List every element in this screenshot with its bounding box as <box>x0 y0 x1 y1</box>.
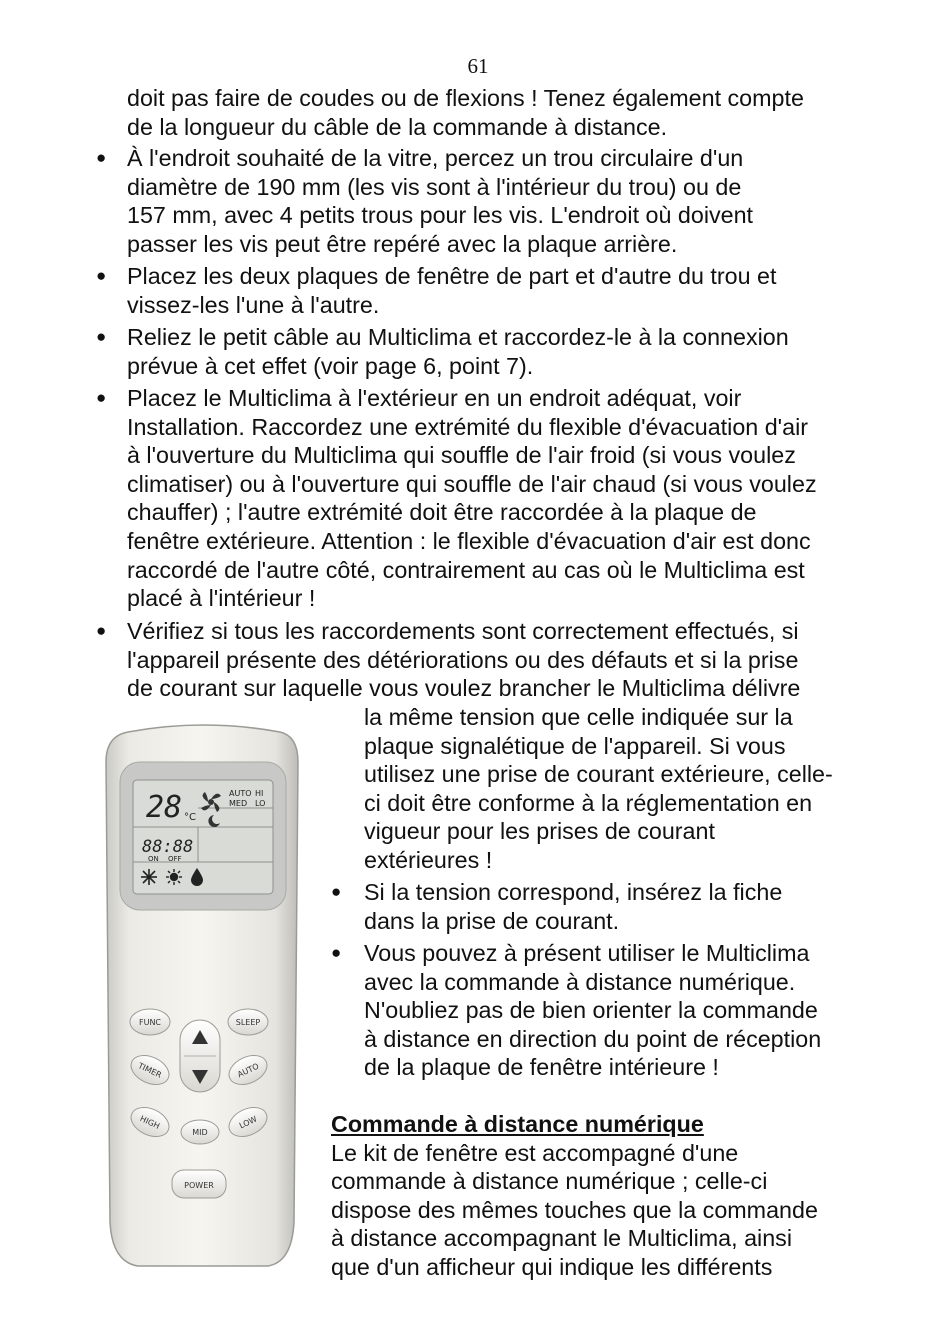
lcd-mode-hi: HI <box>255 789 264 798</box>
lcd-temperature: 28 <box>146 790 183 825</box>
text-line: extérieures ! <box>364 846 493 873</box>
text-line: ci doit être conforme à la réglementation en <box>364 789 813 816</box>
lcd-mode-lo: LO <box>255 799 266 808</box>
lcd-timer-off: OFF <box>168 855 182 863</box>
text-line: N'oubliez pas de bien orienter la commande <box>364 997 818 1024</box>
bullet-icon: ● <box>331 943 342 962</box>
text-line: 157 mm, avec 4 petits trous pour les vis. L'endroit où doivent <box>127 202 754 229</box>
bullet-icon: ● <box>96 266 107 285</box>
list-item <box>127 323 789 380</box>
sun-icon <box>166 869 182 885</box>
text-line: vissez-les l'une à l'autre. <box>127 291 380 318</box>
text-line: À l'endroit souhaité de la vitre, percez un trou circulaire d'un <box>127 145 744 171</box>
text-line: Reliez le petit câble au Multiclima et raccordez-le à la connexion <box>127 324 789 350</box>
text-line: fenêtre extérieure. Attention : le flexible d'évacuation d'air est donc <box>127 527 811 554</box>
bullet-icon: ● <box>96 327 107 346</box>
text-line: utilisez une prise de courant extérieure, celle- <box>364 761 833 788</box>
lcd-mode-auto: AUTO <box>229 789 252 798</box>
section-heading: Commande à distance numérique <box>331 1111 704 1137</box>
list-item <box>127 617 800 703</box>
func-button-label: FUNC <box>138 1018 162 1027</box>
list-item <box>364 939 821 1082</box>
list-item-continuation <box>364 703 833 875</box>
text-line: que d'un afficheur qui indique les différents <box>331 1253 773 1280</box>
text-line: climatiser) ou à l'ouverture qui souffle de l'air chaud (si vous voulez <box>127 470 817 497</box>
sleep-button[interactable] <box>228 1009 268 1035</box>
page-number: 61 <box>467 54 489 78</box>
text-line: Vous pouvez à présent utiliser le Multiclima <box>364 940 810 966</box>
text-line: à l'ouverture du Multiclima qui souffle de l'air froid (si vous voulez <box>127 442 796 469</box>
high-button-label: HIGH <box>138 1114 162 1131</box>
power-button[interactable] <box>172 1170 226 1198</box>
intro-paragraph <box>127 84 804 141</box>
text-line: Installation. Raccordez une extrémité du flexible d'évacuation d'air <box>127 413 809 440</box>
snowflake-icon <box>141 869 157 885</box>
text-line: chauffer) ; l'autre extrémité doit être raccordée à la plaque de <box>127 499 757 526</box>
text-line: doit pas faire de coudes ou de flexions ! Tenez également compte <box>127 85 804 111</box>
text-line: l'appareil présente des détériorations ou des défauts et si la prise <box>127 646 799 673</box>
section <box>331 1110 818 1282</box>
text-line: Le kit de fenêtre est accompagné d'une <box>331 1139 739 1166</box>
text-line: dispose des mêmes touches que la commande <box>331 1196 818 1223</box>
text-line: Si la tension correspond, insérez la fiche <box>364 879 783 905</box>
text-line: à distance en direction du point de réception <box>364 1025 822 1052</box>
text-line: Placez le Multiclima à l'extérieur en un endroit adéquat, voir <box>127 385 742 411</box>
text-line: passer les vis peut être repéré avec la plaque arrière. <box>127 230 678 257</box>
sleep-button-label: SLEEP <box>235 1018 261 1027</box>
list-item <box>364 878 782 935</box>
remote-control-image <box>98 722 308 1270</box>
text-line: vigueur pour les prises de courant <box>364 818 715 845</box>
text-line: avec la commande à distance numérique. <box>364 968 796 995</box>
text-line: dans la prise de courant. <box>364 907 620 934</box>
text-line: à distance accompagnant le Multiclima, ainsi <box>331 1225 792 1252</box>
text-line: de courant sur laquelle vous voulez brancher le Multiclima délivre <box>127 675 801 702</box>
lcd-timer-on: ON <box>148 855 159 863</box>
list-item <box>127 144 753 258</box>
low-button-label: LOW <box>237 1114 259 1131</box>
text-line: de la plaque de fenêtre intérieure ! <box>364 1054 719 1081</box>
bullet-icon: ● <box>96 388 107 407</box>
list-item <box>127 384 817 613</box>
text-line: raccordé de l'autre côté, contrairement au cas où le Multiclima est <box>127 556 805 583</box>
text-line: diamètre de 190 mm (les vis sont à l'intérieur du trou) ou de <box>127 173 742 200</box>
lcd-mode-med: MED <box>229 799 248 808</box>
text-line: Placez les deux plaques de fenêtre de part et d'autre du trou et <box>127 263 777 289</box>
auto-button-label: AUTO <box>236 1061 261 1080</box>
text-line: commande à distance numérique ; celle-ci <box>331 1168 768 1195</box>
func-button[interactable] <box>130 1009 170 1035</box>
bullet-icon: ● <box>96 148 107 167</box>
timer-button-label: TIMER <box>136 1061 163 1080</box>
text-line: Vérifiez si tous les raccordements sont correctement effectués, si <box>127 618 799 644</box>
text-line: de la longueur du câble de la commande à distance. <box>127 113 668 140</box>
text-line: la même tension que celle indiquée sur la <box>364 704 793 730</box>
lcd-timer: 88:88 <box>142 837 194 857</box>
mid-button[interactable] <box>181 1120 219 1144</box>
text-line: plaque signalétique de l'appareil. Si vous <box>364 732 786 759</box>
bullet-icon: ● <box>96 621 107 640</box>
text-line: prévue à cet effet (voir page 6, point 7). <box>127 352 534 379</box>
lcd-unit: °C <box>184 812 196 823</box>
text-line: placé à l'intérieur ! <box>127 585 316 612</box>
mid-button-label: MID <box>192 1128 208 1137</box>
power-button-label: POWER <box>184 1181 214 1190</box>
list-item <box>127 262 776 319</box>
bullet-icon: ● <box>331 882 342 901</box>
